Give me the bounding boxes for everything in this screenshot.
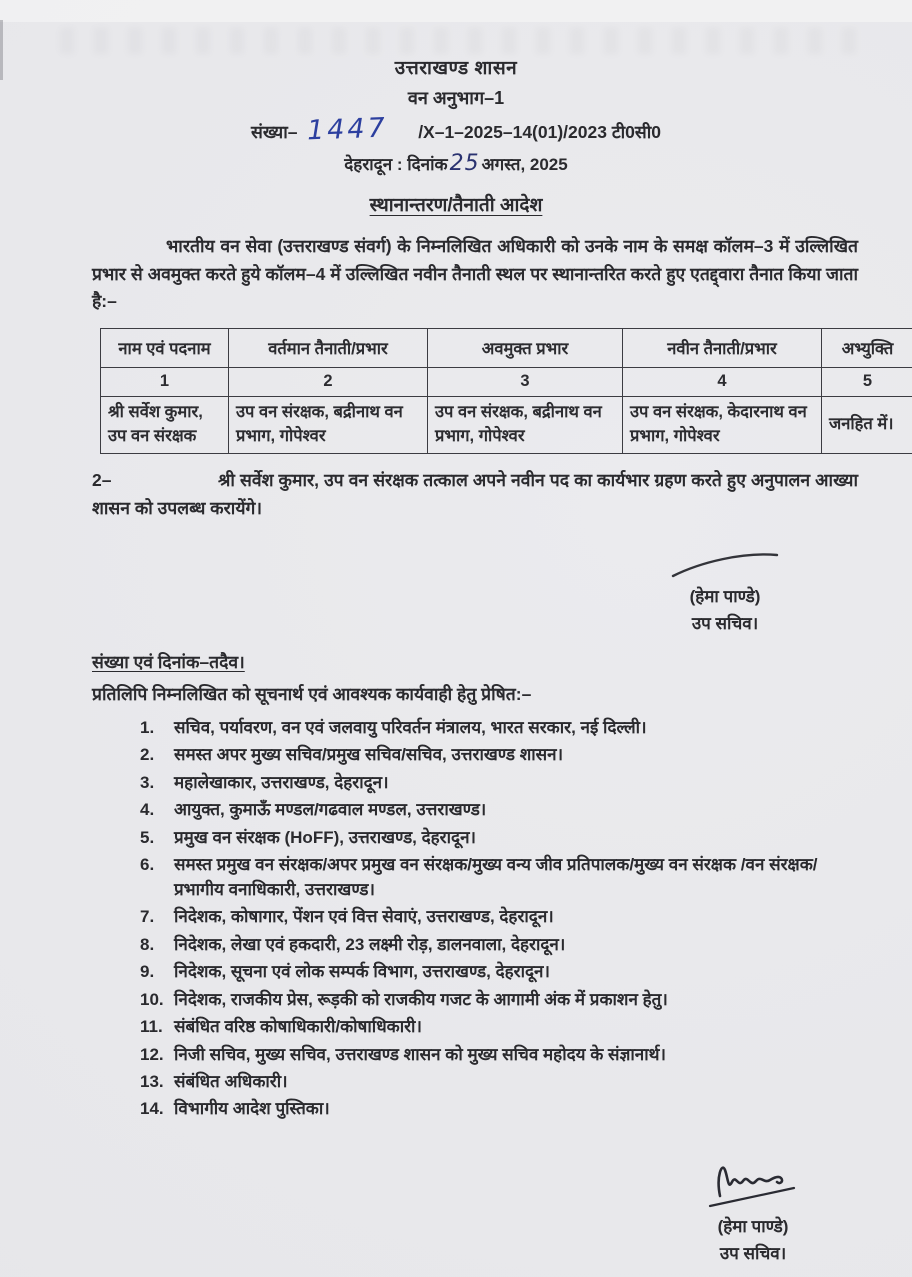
order-paragraph-1: भारतीय वन सेवा (उत्तराखण्ड संवर्ग) के निम्नलिखित अधिकारी को उनके नाम के समक्ष कॉलम–3 में उल्लिखित प्रभार से अवमुक्त करते हुये कॉलम–4 में उल्लिखित नवीन तैनाती स्थल पर स्थानान्तरित करते हुए एतद्द्वारा तैनात किया जाता है:–	[92, 236, 858, 312]
scan-edge-artifact	[0, 20, 3, 80]
column-number: 1	[101, 367, 229, 396]
handwritten-date: 25	[449, 151, 480, 176]
list-item: 8. निदेशक, लेखा एवं हकदारी, 23 लक्ष्मी रोड़, डालनवाला, देहरादून।	[140, 934, 566, 954]
number-reference: /X–1–2025–14(01)/2023 टी0सी0	[418, 122, 662, 142]
place-date-prefix: देहरादून : दिनांक	[344, 155, 448, 174]
number-label: संख्या–	[250, 122, 298, 142]
list-item: 6. समस्त प्रमुख वन संरक्षक/अपर प्रमुख वन संरक्षक/मुख्य वन्य जीव प्रतिपालक/मुख्य वन संरक्षक /वन संरक्षक/प्रभागीय वनाधिकारी, उत्तराखण्ड।	[140, 855, 818, 899]
list-item: 7. निदेशक, कोषागार, पेंशन एवं वित्त सेवाएं, उत्तराखण्ड, देहरादून।	[140, 907, 554, 927]
government-name: उत्तराखण्ड शासन	[394, 58, 518, 79]
transfer-order-table	[100, 328, 912, 454]
list-item: 5. प्रमुख वन संरक्षक (HoFF), उत्तराखण्ड, देहरादून।	[140, 827, 476, 847]
signatory-designation: उप सचिव।	[719, 1243, 787, 1263]
list-item: 2. समस्त अपर मुख्य सचिव/प्रमुख सचिव/सचिव, उत्तराखण्ड शासन।	[140, 745, 564, 765]
list-item: 10. निदेशक, राजकीय प्रेस, रूड़की को राजकीय गजट के आगामी अंक में प्रकाशन हेतु।	[140, 989, 668, 1009]
signature-stroke-icon	[665, 548, 785, 582]
signatory-name: (हेमा पाण्डे)	[717, 1216, 789, 1236]
letter-number-line	[0, 112, 912, 150]
column-number: 4	[623, 367, 822, 396]
column-number: 5	[822, 367, 912, 396]
reference-line: संख्या एवं दिनांक–तदैव।	[92, 651, 245, 672]
table-column-number-row	[101, 367, 912, 396]
list-item: 3. महालेखाकार, उत्तराखण्ड, देहरादून।	[140, 772, 389, 792]
department-section: वन अनुभाग–1	[407, 88, 505, 108]
list-item: 1. सचिव, पर्यावरण, वन एवं जलवायु परिवर्तन मंत्रालय, भारत सरकार, नई दिल्ली।	[140, 717, 647, 737]
list-item: 9. निदेशक, सूचना एवं लोक सम्पर्क विभाग, उत्तराखण्ड, देहरादून।	[140, 962, 550, 982]
place-date-suffix: अगस्त, 2025	[481, 155, 568, 174]
officer-name-cell: श्री सर्वेश कुमार, उप वन संरक्षक	[101, 396, 229, 453]
table-header-cell: नाम एवं पदनाम	[101, 328, 229, 367]
order-title: स्थानान्तरण/तैनाती आदेश	[369, 195, 543, 216]
signatory-designation: उप सचिव।	[691, 613, 759, 633]
column-number: 2	[229, 367, 428, 396]
table-header-row	[101, 328, 912, 367]
list-item: 4. आयुक्त, कुमाऊँ मण्डल/गढवाल मण्डल, उत्तराखण्ड।	[140, 800, 487, 820]
scan-ghosting	[60, 28, 860, 54]
handwritten-letter-number: 1447	[306, 112, 389, 147]
signatory-name: (हेमा पाण्डे)	[689, 586, 761, 606]
signature-scribble-icon	[698, 1156, 808, 1212]
list-item: 12. निजी सचिव, मुख्य सचिव, उत्तराखण्ड शासन को मुख्य सचिव महोदय के संज्ञानार्थ।	[140, 1044, 666, 1064]
new-posting-cell: उप वन संरक्षक, केदारनाथ वन प्रभाग, गोपेश्वर	[623, 396, 822, 453]
copy-forward-line: प्रतिलिपि निम्नलिखित को सूचनार्थ एवं आवश्यक कार्यवाही हेतु प्रेषित:–	[92, 683, 532, 704]
signature-block-top	[640, 548, 810, 634]
list-item: 14. विभागीय आदेश पुस्तिका।	[140, 1099, 330, 1119]
paragraph-number: 2–	[92, 469, 112, 490]
signature-block-bottom	[668, 1156, 838, 1264]
table-header-cell: नवीन तैनाती/प्रभार	[623, 328, 822, 367]
remarks-cell: जनहित में।	[822, 396, 912, 453]
place-date-line	[0, 152, 912, 175]
column-number: 3	[428, 367, 623, 396]
order-paragraph-2: 2– श्री सर्वेश कुमार, उप वन संरक्षक तत्काल अपने नवीन पद का कार्यभार ग्रहण करते हुए अनुपालन आख्या शासन को उपलब्ध करायेंगे।	[92, 466, 858, 522]
table-row	[101, 396, 912, 453]
list-item: 13. संबंधित अधिकारी।	[140, 1072, 288, 1092]
distribution-list	[92, 716, 858, 1122]
relieved-charge-cell: उप वन संरक्षक, बद्रीनाथ वन प्रभाग, गोपेश्वर	[428, 396, 623, 453]
table-header-cell: अवमुक्त प्रभार	[428, 328, 623, 367]
table-header-cell: अभ्युक्ति	[822, 328, 912, 367]
list-item: 11. संबंधित वरिष्ठ कोषाधिकारी/कोषाधिकारी।	[140, 1017, 422, 1037]
table-header-cell: वर्तमान तैनाती/प्रभार	[229, 328, 428, 367]
current-posting-cell: उप वन संरक्षक, बद्रीनाथ वन प्रभाग, गोपेश्वर	[229, 396, 428, 453]
